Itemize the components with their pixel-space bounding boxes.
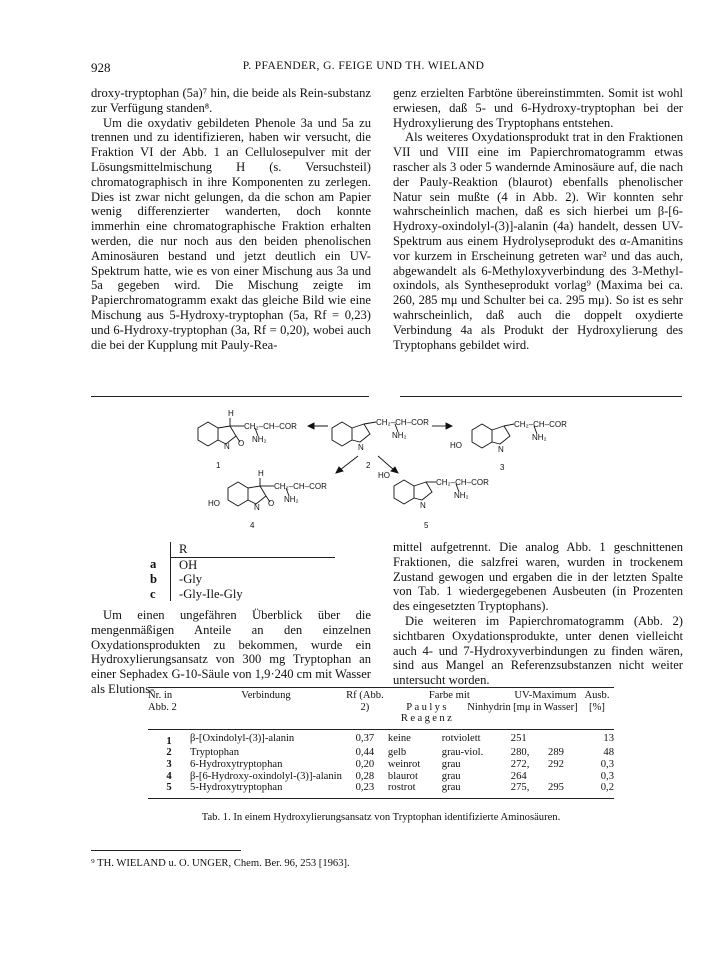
atom-ho: HO <box>378 471 390 480</box>
divider <box>148 798 614 799</box>
paragraph: Um einen ungefähren Überblick über die mengenmäßigen Anteile an den einzelnen Oxydationsprodukten zu bekommen, wurde ein Hydroxylierungsansatz von 300 mg Tryptophan an einer Sephadex G-10-Säule von 1,9·240 cm mit Wasser als Elutions- <box>91 608 371 696</box>
atom-ho: HO <box>208 499 220 508</box>
cell-pauly: gelb <box>387 747 407 759</box>
atom-n: N <box>254 503 260 512</box>
structure-1 <box>198 409 297 470</box>
cell-ninhydrin: rotviolett <box>441 732 481 744</box>
reaction-scheme <box>180 406 580 536</box>
col-rf: Rf (Abb. 2) <box>346 690 384 713</box>
cell-nr: 4 <box>166 770 172 782</box>
cell-name: 5-Hydroxytryptophan <box>190 782 283 794</box>
table-row <box>148 729 614 747</box>
compound-label: 1 <box>216 461 221 470</box>
compound-label: 3 <box>500 463 505 472</box>
r-value: OH <box>179 557 198 572</box>
cell-name: β-[Oxindolyl-(3)]-alanin <box>190 732 295 744</box>
table-body <box>148 729 614 793</box>
cell-ausb: 0,3 <box>600 758 614 770</box>
r-key: c <box>150 587 171 602</box>
cell-rf: 0,28 <box>355 770 375 782</box>
page-number: 928 <box>91 60 111 75</box>
left-column <box>91 86 371 352</box>
substituent-table <box>150 542 380 601</box>
cell-rf: 0,37 <box>355 732 375 744</box>
cell-uv1: 272, <box>510 758 530 770</box>
r-value: -Gly <box>179 572 203 586</box>
cell-rf: 0,23 <box>355 782 375 794</box>
side-chain: CH₂–CH–COR <box>274 482 327 491</box>
side-chain: CH₂–CH–COR <box>244 422 297 431</box>
left-column-lower <box>91 608 371 697</box>
paragraph: Die weiteren im Papierchromatogramm (Abb. 2) sichtbaren Oxydationsprodukte, unter denen vielleicht auch 4- und 7-Hydroxyverbindungen zu finden wären, sind aus Mangel an Referenzsubstanzen nicht weiter untersucht worden. <box>393 613 683 688</box>
amine: NH₂ <box>252 435 267 444</box>
cell-uv1: 280, <box>510 747 530 759</box>
footnote-divider <box>91 850 241 851</box>
cell-ausb: 0,2 <box>600 782 614 794</box>
table-row <box>148 759 614 771</box>
divider <box>91 396 369 397</box>
cell-ausb: 0,3 <box>600 770 614 782</box>
r-value: -Gly-Ile-Gly <box>179 586 243 601</box>
paragraph: Als weiteres Oxydationsprodukt trat in den Fraktionen VII und VIII eine im Papierchromatogramm etwas rascher als 3 oder 5 wandernde Aminosäure auf, die nach der Pauly-Reaktion (blaurot) ebenfalls phenolischer Natur sein mußte (4 in Abb. 2). Wir konnten sehr wahrscheinlich machen, daß es sich hierbei um β-[6-Hydroxy-oxindolyl-(3)]-alanin (4a) handelt, dessen UV-Spektrum aus einem Hydrolyseprodukt des α-Amanitins vor kurzem in Erscheinung getreten war² und das auch, abgewandelt als 6-Methyloxyverbindung des 3-Methyl-oxindols, als Syntheseprodukt vorlag⁹ (Maxima bei ca. 260, 285 mμ und Schulter bei ca. 295 mμ). So ist es sehr wahrscheinlich, daß auch die doppelt oxydierte Verbindung 4a als Produkt der Hydroxylierung des Tryptophans gebildet wird. <box>393 130 683 352</box>
table-row <box>148 771 614 783</box>
running-title: P. PFAENDER, G. FEIGE UND TH. WIELAND <box>242 60 485 72</box>
side-chain: CH₂–CH–COR <box>376 418 429 427</box>
pauly-label: Paulys Reagenz <box>400 701 455 725</box>
r-key: a <box>150 557 171 572</box>
atom-n: N <box>498 445 504 454</box>
farbe-label: Farbe mit <box>428 690 470 701</box>
col-verbindung: Verbindung <box>241 690 291 701</box>
col-nr: Nr. in Abb. 2 <box>148 690 177 713</box>
amine: NH₂ <box>284 495 299 504</box>
cell-ninhydrin: grau-viol. <box>441 747 484 759</box>
cell-uv1: 275, <box>510 782 530 794</box>
paragraph: genz erzielten Farbtöne übereinstimmten. Somit ist wohl erwiesen, daß 5- und 6-Hydroxy-tryptophan bei der Hydroxylierung des Tryptophans entstehen. <box>393 86 683 130</box>
cell-pauly: rostrot <box>387 782 416 794</box>
amine: NH₂ <box>392 431 407 440</box>
cell-nr: 5 <box>166 782 172 794</box>
atom-h: H <box>228 409 234 418</box>
cell-pauly: weinrot <box>387 758 421 770</box>
amine: NH₂ <box>532 433 547 442</box>
compound-label: 5 <box>424 521 429 530</box>
side-chain: CH₂–CH–COR <box>514 420 567 429</box>
table-row <box>148 747 614 759</box>
table-caption: Tab. 1. In einem Hydroxylierungsansatz von Tryptophan identifizierte Aminosäuren. <box>201 812 561 823</box>
paragraph: Um die oxydativ gebildeten Phenole 3a und 5a zu trennen und zu identifizieren, haben wir versucht, die Fraktion VI der Abb. 1 an Cellulosepulver mit der Lösungsmittelmischung H (s. Versuchsteil) chromatographisch in ihre Komponenten zu zerlegen. Dies ist zwar nicht gelungen, da die schon am Papier wenig differenzierter wanderten, doch konnte immerhin eine chromatographische Fraktion erhalten werden, die nur noch aus den beiden phenolischen Aminosäuren bestand und jetzt deutlich ein UV-Spektrum hatte, wie es von einer Mischung aus 3a und 5a gegeben wird. Die Mischung zeigte im Papierchromatogramm exakt das gleiche Bild wie eine Mischung aus 5-Hydroxy-tryptophan (5a, Rf = 0,23) und 6-Hydroxy-tryptophan (3a, Rf = 0,20), wobei auch die bei der Kupplung mit Pauly-Rea- <box>91 115 371 352</box>
cell-uv1: 251 <box>510 732 527 744</box>
cell-uv2 <box>548 729 580 747</box>
footnote: ⁹ TH. WIELAND u. O. UNGER, Chem. Ber. 96, 253 [1963]. <box>91 858 350 869</box>
structure-4 <box>208 469 327 530</box>
cell-name: 6-Hydroxytryptophan <box>190 758 283 770</box>
atom-ho: HO <box>450 441 462 450</box>
cell-pauly: keine <box>387 732 411 744</box>
compound-label: 4 <box>250 521 255 530</box>
r-header: R <box>171 542 336 557</box>
paragraph: droxy-tryptophan (5a)⁷ hin, die beide als Rein-substanz zur Verfügung standen⁸. <box>91 86 371 115</box>
structure-2 <box>332 418 429 470</box>
cell-uv2: 292 <box>548 758 564 770</box>
col-ausb: Ausb. [%] <box>584 690 610 713</box>
cell-nr: 3 <box>166 758 172 770</box>
divider <box>400 396 682 397</box>
side-chain: CH₂–CH–COR <box>436 478 489 487</box>
cell-ninhydrin: grau <box>441 770 461 782</box>
ninhydrin-label: Ninhydrin <box>467 701 511 713</box>
compound-label: 2 <box>366 461 371 470</box>
atom-o: O <box>268 499 275 508</box>
cell-ausb: 48 <box>603 747 614 759</box>
cell-uv2 <box>548 771 580 783</box>
cell-nr: 2 <box>166 747 172 759</box>
cell-ausb: 13 <box>603 732 614 744</box>
cell-name: Tryptophan <box>190 747 240 759</box>
right-column-lower <box>393 540 683 688</box>
atom-n: N <box>420 501 426 510</box>
table-1 <box>148 687 614 795</box>
col-farbe <box>388 688 511 730</box>
atom-n: N <box>358 443 364 452</box>
cell-uv2: 295 <box>548 782 564 794</box>
structure-5 <box>378 471 489 530</box>
cell-ninhydrin: grau <box>441 782 461 794</box>
cell-ninhydrin: grau <box>441 758 461 770</box>
cell-uv1: 264 <box>510 770 527 782</box>
col-uv: UV-Maximum [mμ in Wasser] <box>513 690 578 713</box>
atom-o: O <box>238 439 245 448</box>
right-column <box>393 86 683 352</box>
cell-nr: 1 <box>166 735 172 747</box>
cell-rf: 0,20 <box>355 758 375 770</box>
table-row <box>148 782 614 794</box>
structure-3 <box>450 420 567 472</box>
cell-rf: 0,44 <box>355 747 375 759</box>
paragraph: mittel aufgetrennt. Die analog Abb. 1 geschnittenen Fraktionen, die salzfrei waren, wurden in trockenem Zustand gewogen und ergaben die in der letzten Spalte von Tab. 1 wiedergegebenen Ausbeuten (in Prozenten des eingesetzten Tryptophans). <box>393 540 683 614</box>
cell-name: β-[6-Hydroxy-oxindolyl-(3)]-alanin <box>190 770 342 782</box>
atom-h: H <box>258 469 264 478</box>
cell-uv2: 289 <box>548 747 564 759</box>
atom-n: N <box>224 442 230 451</box>
amine: NH₂ <box>454 491 469 500</box>
cell-pauly: blaurot <box>387 770 418 782</box>
r-key: b <box>150 572 171 587</box>
